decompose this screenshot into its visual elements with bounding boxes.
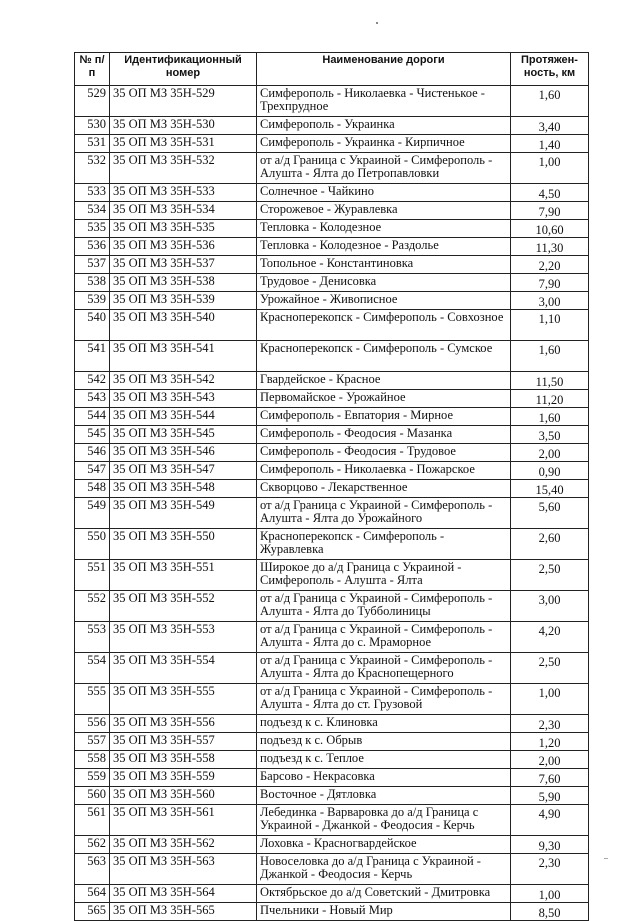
road-length-cell	[511, 653, 589, 684]
road-id-cell: 35 ОП МЗ 35Н-541	[110, 341, 257, 372]
table-row	[75, 733, 589, 751]
road-length-cell	[511, 854, 589, 885]
row-number-cell: 551	[75, 560, 110, 591]
road-length-cell	[511, 836, 589, 854]
row-number-cell: 554	[75, 653, 110, 684]
road-name-cell: Широкое до а/д Граница с Украиной - Симферополь - Алушта - Ялта	[257, 560, 511, 591]
table-row	[75, 310, 589, 341]
road-length-value: 3,00	[538, 295, 561, 309]
road-name-cell: Симферополь - Николаевка - Чистенькое - Трехпрудное	[257, 86, 511, 117]
road-length-value: 1,60	[538, 343, 561, 357]
row-number-cell: 553	[75, 622, 110, 653]
road-name-cell: Восточное - Дятловка	[257, 787, 511, 805]
header-id: Идентификационный номер	[110, 53, 257, 86]
road-length-cell	[511, 153, 589, 184]
table-row	[75, 292, 589, 310]
road-length-value: 1,00	[538, 888, 561, 902]
road-id-cell: 35 ОП МЗ 35Н-560	[110, 787, 257, 805]
row-number-cell: 533	[75, 184, 110, 202]
table-row	[75, 885, 589, 903]
table-row	[75, 462, 589, 480]
road-name-cell: Пчельники - Новый Мир	[257, 903, 511, 921]
road-name-cell: Сторожевое - Журавлевка	[257, 202, 511, 220]
road-length-cell	[511, 733, 589, 751]
road-length-cell	[511, 135, 589, 153]
table-row	[75, 480, 589, 498]
road-id-cell: 35 ОП МЗ 35Н-532	[110, 153, 257, 184]
table-row	[75, 529, 589, 560]
road-name-cell: Топольное - Константиновка	[257, 256, 511, 274]
road-length-cell	[511, 426, 589, 444]
row-number-cell: 555	[75, 684, 110, 715]
road-length-value: 3,50	[538, 429, 561, 443]
road-name-cell: Солнечное - Чайкино	[257, 184, 511, 202]
road-name-cell: Тепловка - Колодезное	[257, 220, 511, 238]
road-name-cell: Новоселовка до а/д Граница с Украиной - Джанкой - Феодосия - Керчь	[257, 854, 511, 885]
table-row	[75, 426, 589, 444]
table-row	[75, 341, 589, 372]
road-length-cell	[511, 274, 589, 292]
row-number-cell: 552	[75, 591, 110, 622]
road-id-cell: 35 ОП МЗ 35Н-531	[110, 135, 257, 153]
table-row	[75, 836, 589, 854]
road-length-value: 1,10	[538, 312, 561, 326]
row-number-cell: 561	[75, 805, 110, 836]
table-row	[75, 444, 589, 462]
road-length-value: 7,60	[538, 772, 561, 786]
road-name-cell: подъезд к с. Обрыв	[257, 733, 511, 751]
road-id-cell: 35 ОП МЗ 35Н-540	[110, 310, 257, 341]
road-length-cell	[511, 462, 589, 480]
table-row	[75, 684, 589, 715]
road-id-cell: 35 ОП МЗ 35Н-544	[110, 408, 257, 426]
road-name-cell: Красноперекопск - Симферополь - Совхозное	[257, 310, 511, 341]
road-length-value: 7,90	[538, 205, 561, 219]
row-number-cell: 558	[75, 751, 110, 769]
road-name-cell: Симферополь - Феодосия - Трудовое	[257, 444, 511, 462]
road-id-cell: 35 ОП МЗ 35Н-553	[110, 622, 257, 653]
road-length-value: 4,90	[538, 807, 561, 821]
road-length-value: 2,30	[538, 718, 561, 732]
road-id-cell: 35 ОП МЗ 35Н-555	[110, 684, 257, 715]
road-length-cell	[511, 480, 589, 498]
table-row	[75, 390, 589, 408]
road-length-value: 11,50	[535, 375, 564, 389]
road-length-value: 1,40	[538, 138, 561, 152]
road-length-cell	[511, 684, 589, 715]
row-number-cell: 529	[75, 86, 110, 117]
page-speck-mark	[376, 22, 378, 24]
road-length-cell	[511, 408, 589, 426]
road-id-cell: 35 ОП МЗ 35Н-533	[110, 184, 257, 202]
table-row	[75, 238, 589, 256]
road-length-value: 1,60	[538, 88, 561, 102]
road-id-cell: 35 ОП МЗ 35Н-539	[110, 292, 257, 310]
row-number-cell: 541	[75, 341, 110, 372]
table-row	[75, 220, 589, 238]
road-name-cell: от а/д Граница с Украиной - Симферополь - Алушта - Ялта до Тубболиницы	[257, 591, 511, 622]
road-length-cell	[511, 372, 589, 390]
row-number-cell: 557	[75, 733, 110, 751]
road-length-cell	[511, 202, 589, 220]
road-id-cell: 35 ОП МЗ 35Н-563	[110, 854, 257, 885]
table-row	[75, 408, 589, 426]
row-number-cell: 536	[75, 238, 110, 256]
header-num: № п/п	[75, 53, 110, 86]
table-row	[75, 653, 589, 684]
table-body	[75, 86, 589, 921]
road-length-value: 2,50	[538, 562, 561, 576]
road-id-cell: 35 ОП МЗ 35Н-535	[110, 220, 257, 238]
road-length-cell	[511, 238, 589, 256]
road-length-cell	[511, 622, 589, 653]
road-length-value: 2,00	[538, 754, 561, 768]
road-length-value: 2,30	[538, 856, 561, 870]
road-id-cell: 35 ОП МЗ 35Н-530	[110, 117, 257, 135]
road-name-cell: от а/д Граница с Украиной - Симферополь - Алушта - Ялта до Урожайного	[257, 498, 511, 529]
table-row	[75, 622, 589, 653]
header-length: Протяжен- ность, км	[511, 53, 589, 86]
table-row	[75, 135, 589, 153]
road-id-cell: 35 ОП МЗ 35Н-561	[110, 805, 257, 836]
road-length-value: 3,40	[538, 120, 561, 134]
road-length-cell	[511, 529, 589, 560]
road-length-cell	[511, 444, 589, 462]
table-row	[75, 805, 589, 836]
row-number-cell: 535	[75, 220, 110, 238]
road-length-value: 8,50	[538, 906, 561, 920]
road-length-cell	[511, 885, 589, 903]
row-number-cell: 531	[75, 135, 110, 153]
road-length-cell	[511, 292, 589, 310]
table-header	[75, 53, 589, 86]
row-number-cell: 559	[75, 769, 110, 787]
road-name-cell: Симферополь - Украинка	[257, 117, 511, 135]
road-name-cell: Симферополь - Евпатория - Мирное	[257, 408, 511, 426]
table-row	[75, 854, 589, 885]
road-id-cell: 35 ОП МЗ 35Н-534	[110, 202, 257, 220]
row-number-cell: 564	[75, 885, 110, 903]
road-name-cell: Лебединка - Варваровка до а/д Граница с Украиной - Джанкой - Феодосия - Керчь	[257, 805, 511, 836]
row-number-cell: 560	[75, 787, 110, 805]
road-length-cell	[511, 390, 589, 408]
road-length-cell	[511, 341, 589, 372]
road-length-cell	[511, 805, 589, 836]
row-number-cell: 539	[75, 292, 110, 310]
road-id-cell: 35 ОП МЗ 35Н-554	[110, 653, 257, 684]
row-number-cell: 549	[75, 498, 110, 529]
road-name-cell: Лоховка - Красногвардейское	[257, 836, 511, 854]
road-length-value: 1,00	[538, 686, 561, 700]
row-number-cell: 538	[75, 274, 110, 292]
road-id-cell: 35 ОП МЗ 35Н-546	[110, 444, 257, 462]
table-row	[75, 769, 589, 787]
row-number-cell: 542	[75, 372, 110, 390]
road-length-cell	[511, 220, 589, 238]
road-id-cell: 35 ОП МЗ 35Н-559	[110, 769, 257, 787]
row-number-cell: 556	[75, 715, 110, 733]
road-name-cell: от а/д Граница с Украиной - Симферополь - Алушта - Ялта до с. Мраморное	[257, 622, 511, 653]
road-id-cell: 35 ОП МЗ 35Н-556	[110, 715, 257, 733]
road-length-value: 7,90	[538, 277, 561, 291]
road-id-cell: 35 ОП МЗ 35Н-547	[110, 462, 257, 480]
road-id-cell: 35 ОП МЗ 35Н-542	[110, 372, 257, 390]
road-length-cell	[511, 751, 589, 769]
table-row	[75, 274, 589, 292]
row-number-cell: 537	[75, 256, 110, 274]
road-name-cell: Барсово - Некрасовка	[257, 769, 511, 787]
row-number-cell: 532	[75, 153, 110, 184]
row-number-cell: 540	[75, 310, 110, 341]
road-id-cell: 35 ОП МЗ 35Н-548	[110, 480, 257, 498]
road-name-cell: Первомайское - Урожайное	[257, 390, 511, 408]
road-length-cell	[511, 86, 589, 117]
table-row	[75, 498, 589, 529]
road-length-cell	[511, 769, 589, 787]
table-row	[75, 86, 589, 117]
table-row	[75, 787, 589, 805]
road-name-cell: Октябрьское до а/д Советский - Дмитровка	[257, 885, 511, 903]
road-length-cell	[511, 256, 589, 274]
table-row	[75, 153, 589, 184]
page-speck-mark	[604, 858, 608, 859]
road-id-cell: 35 ОП МЗ 35Н-543	[110, 390, 257, 408]
road-name-cell: Скворцово - Лекарственное	[257, 480, 511, 498]
road-length-value: 3,00	[538, 593, 561, 607]
table-row	[75, 184, 589, 202]
table-row	[75, 202, 589, 220]
row-number-cell: 563	[75, 854, 110, 885]
road-name-cell: от а/д Граница с Украиной - Симферополь - Алушта - Ялта до Краснопещерного	[257, 653, 511, 684]
road-length-value: 2,50	[538, 655, 561, 669]
roads-table	[74, 52, 589, 921]
row-number-cell: 534	[75, 202, 110, 220]
road-id-cell: 35 ОП МЗ 35Н-538	[110, 274, 257, 292]
road-id-cell: 35 ОП МЗ 35Н-549	[110, 498, 257, 529]
road-length-value: 1,00	[538, 155, 561, 169]
road-length-cell	[511, 715, 589, 733]
road-length-value: 15,40	[535, 483, 564, 497]
row-number-cell: 546	[75, 444, 110, 462]
road-length-cell	[511, 560, 589, 591]
road-length-value: 2,60	[538, 531, 561, 545]
table-row	[75, 903, 589, 921]
road-id-cell: 35 ОП МЗ 35Н-564	[110, 885, 257, 903]
road-id-cell: 35 ОП МЗ 35Н-550	[110, 529, 257, 560]
road-name-cell: Урожайное - Живописное	[257, 292, 511, 310]
road-length-cell	[511, 498, 589, 529]
road-length-value: 5,90	[538, 790, 561, 804]
road-id-cell: 35 ОП МЗ 35Н-552	[110, 591, 257, 622]
road-length-value: 10,60	[535, 223, 564, 237]
row-number-cell: 548	[75, 480, 110, 498]
road-length-value: 0,90	[538, 465, 561, 479]
road-length-value: 4,20	[538, 624, 561, 638]
road-name-cell: от а/д Граница с Украиной - Симферополь - Алушта - Ялта до Петропавловки	[257, 153, 511, 184]
road-length-cell	[511, 903, 589, 921]
header-name: Наименование дороги	[257, 53, 511, 86]
road-length-cell	[511, 117, 589, 135]
row-number-cell: 547	[75, 462, 110, 480]
table-row	[75, 117, 589, 135]
road-name-cell: подъезд к с. Теплое	[257, 751, 511, 769]
road-length-value: 9,30	[538, 839, 561, 853]
table-row	[75, 591, 589, 622]
road-length-cell	[511, 591, 589, 622]
row-number-cell: 543	[75, 390, 110, 408]
road-length-value: 11,20	[535, 393, 564, 407]
table-row	[75, 715, 589, 733]
row-number-cell: 565	[75, 903, 110, 921]
road-length-cell	[511, 310, 589, 341]
road-name-cell: Гвардейское - Красное	[257, 372, 511, 390]
road-id-cell: 35 ОП МЗ 35Н-529	[110, 86, 257, 117]
road-name-cell: подъезд к с. Клиновка	[257, 715, 511, 733]
road-id-cell: 35 ОП МЗ 35Н-565	[110, 903, 257, 921]
road-id-cell: 35 ОП МЗ 35Н-551	[110, 560, 257, 591]
row-number-cell: 545	[75, 426, 110, 444]
road-length-value: 2,20	[538, 259, 561, 273]
row-number-cell: 530	[75, 117, 110, 135]
road-name-cell: Симферополь - Украинка - Кирпичное	[257, 135, 511, 153]
road-length-value: 2,00	[538, 447, 561, 461]
road-name-cell: Красноперекопск - Симферополь - Сумское	[257, 341, 511, 372]
road-length-cell	[511, 184, 589, 202]
road-id-cell: 35 ОП МЗ 35Н-557	[110, 733, 257, 751]
road-length-value: 1,60	[538, 411, 561, 425]
road-length-cell	[511, 787, 589, 805]
road-length-value: 1,20	[538, 736, 561, 750]
road-name-cell: Симферополь - Феодосия - Мазанка	[257, 426, 511, 444]
road-length-value: 5,60	[538, 500, 561, 514]
table-row	[75, 372, 589, 390]
row-number-cell: 550	[75, 529, 110, 560]
road-id-cell: 35 ОП МЗ 35Н-536	[110, 238, 257, 256]
row-number-cell: 544	[75, 408, 110, 426]
road-id-cell: 35 ОП МЗ 35Н-537	[110, 256, 257, 274]
road-name-cell: Тепловка - Колодезное - Раздолье	[257, 238, 511, 256]
road-name-cell: от а/д Граница с Украиной - Симферополь - Алушта - Ялта до ст. Грузовой	[257, 684, 511, 715]
row-number-cell: 562	[75, 836, 110, 854]
road-id-cell: 35 ОП МЗ 35Н-562	[110, 836, 257, 854]
road-name-cell: Симферополь - Николаевка - Пожарское	[257, 462, 511, 480]
road-length-value: 11,30	[535, 241, 564, 255]
table-row	[75, 256, 589, 274]
table-row	[75, 751, 589, 769]
road-name-cell: Красноперекопск - Симферополь - Журавлевка	[257, 529, 511, 560]
road-id-cell: 35 ОП МЗ 35Н-545	[110, 426, 257, 444]
road-length-value: 4,50	[538, 187, 561, 201]
table-row	[75, 560, 589, 591]
road-id-cell: 35 ОП МЗ 35Н-558	[110, 751, 257, 769]
header-row	[75, 53, 589, 86]
road-name-cell: Трудовое - Денисовка	[257, 274, 511, 292]
